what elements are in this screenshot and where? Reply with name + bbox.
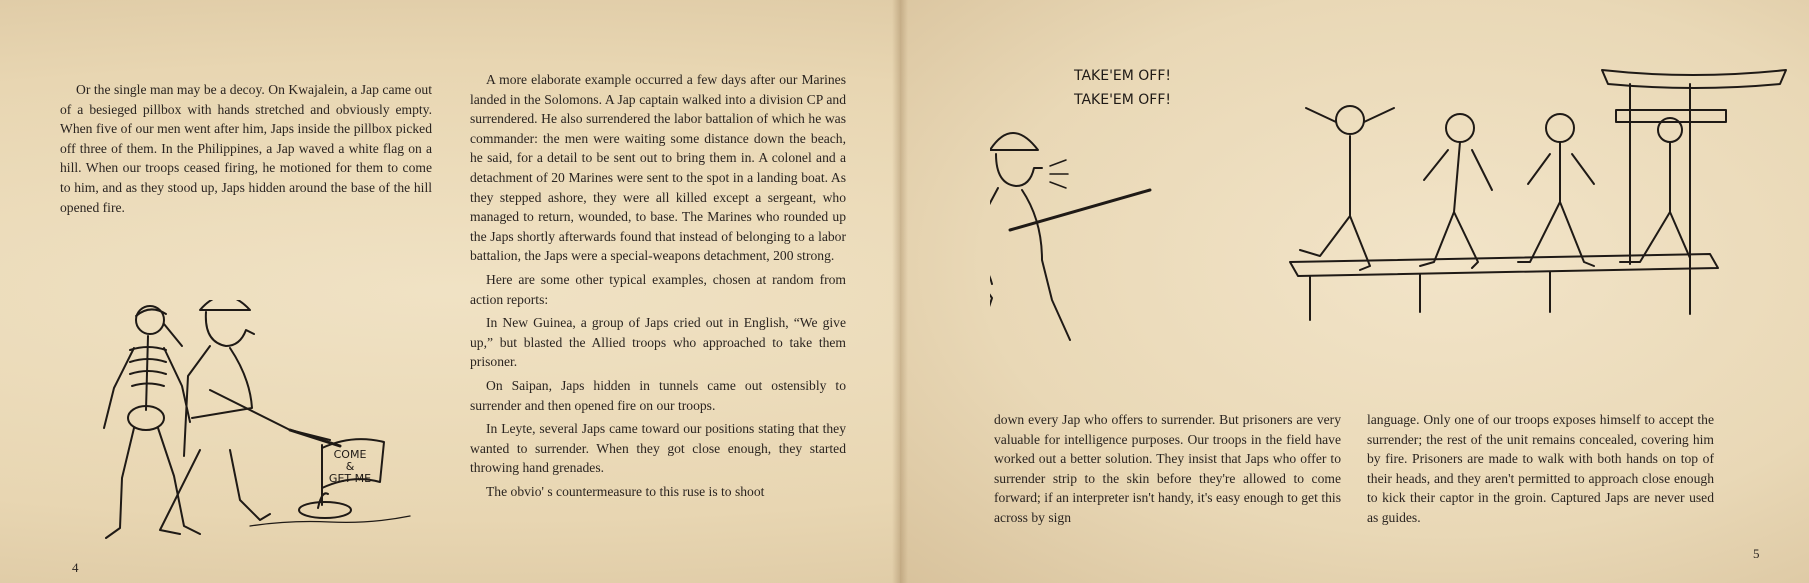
flag-text-get-me: GET ME xyxy=(328,472,372,485)
soldier-with-rifle xyxy=(990,133,1150,350)
page-number-right: 5 xyxy=(1753,546,1760,561)
left-column-2 xyxy=(470,70,846,505)
page-number-left: 4 xyxy=(72,560,79,575)
right-column-2 xyxy=(1367,410,1714,532)
strip-surrender-illustration xyxy=(990,50,1790,350)
flag-text-and: & xyxy=(345,460,355,473)
paragraph: In New Guinea, a group of Japs cried out in English, “We give up,” but blasted the Allied troops who approached to take them prisoner. xyxy=(470,315,846,370)
paragraph: Here are some other typical examples, chosen at random from action reports: xyxy=(470,271,846,307)
soldier-figure xyxy=(160,300,340,534)
platform xyxy=(1290,254,1718,320)
paragraph: language. Only one of our troops exposes himself to accept the surrender; the rest of the unit remains concealed, covering him by fire. Prisoners are made to walk with both hands on top of their heads, and they aren't permitted to approach close enough to kick their captor in the groin. Captured Japs are never used as guides. xyxy=(1367,412,1714,525)
left-column-1 xyxy=(60,80,432,221)
decoy-cartoon-illustration xyxy=(60,300,440,560)
paragraph: In Leyte, several Japs came toward our positions stating that they wanted to surrender. When they got close enough, they started throwing hand grenades. xyxy=(470,421,846,476)
speech-take-em-off-2: TAKE'EM OFF! xyxy=(1074,92,1172,108)
paragraph: A more elaborate example occurred a few days after our Marines landed in the Solomons. A Jap captain walked into a division CP and surrendered. He also surrendered the labor battalion of which he was commander: the men were waiting some distance down the beach, he said, for a detail to be sent out to bring them in. A colonel and a detachment of 20 Marines were sent to the spot in a landing boat. As they stepped ashore, they were all killed except a sergeant, who managed to return, wounded, to base. The Marines who rounded up the Japs shortly afterwards found that instead of belonging to a labor battalion, the Japs were a special-weapons detachment, 200 strong. xyxy=(470,72,846,264)
right-column-1 xyxy=(994,410,1341,532)
prisoner-figures xyxy=(1300,106,1690,270)
paragraph: The obvio' s countermeasure to this ruse is to shoot xyxy=(486,483,765,499)
paragraph: On Saipan, Japs hidden in tunnels came out ostensibly to surrender and then opened fire on our troops. xyxy=(470,377,846,413)
paragraph: Or the single man may be a decoy. On Kwajalein, a Jap came out of a besieged pillbox with hands stretched and obviously empty. When five of our men went after him, Japs inside the pillbox picked off three of them. In the Philippines, a Jap waved a white flag on a hill. When our troops ceased firing, he motioned for them to come to him, and as they stood up, Japs hidden around the base of the hill opened fire. xyxy=(60,82,432,215)
speech-take-em-off-1: TAKE'EM OFF! xyxy=(1074,68,1172,84)
paragraph: down every Jap who offers to surrender. But prisoners are very valuable for intelligence purposes. Our troops in the field have worked out a better solution. They insist that Japs who offer to surrender strip to the skin before they're allowed to come forward; if an interpreter isn't handy, it's easy enough to get this across by sign xyxy=(994,412,1341,525)
book-gutter xyxy=(892,0,908,583)
torii-gate xyxy=(1602,70,1786,310)
pit-flag xyxy=(250,439,410,526)
flag-text-come: COME xyxy=(333,448,367,461)
